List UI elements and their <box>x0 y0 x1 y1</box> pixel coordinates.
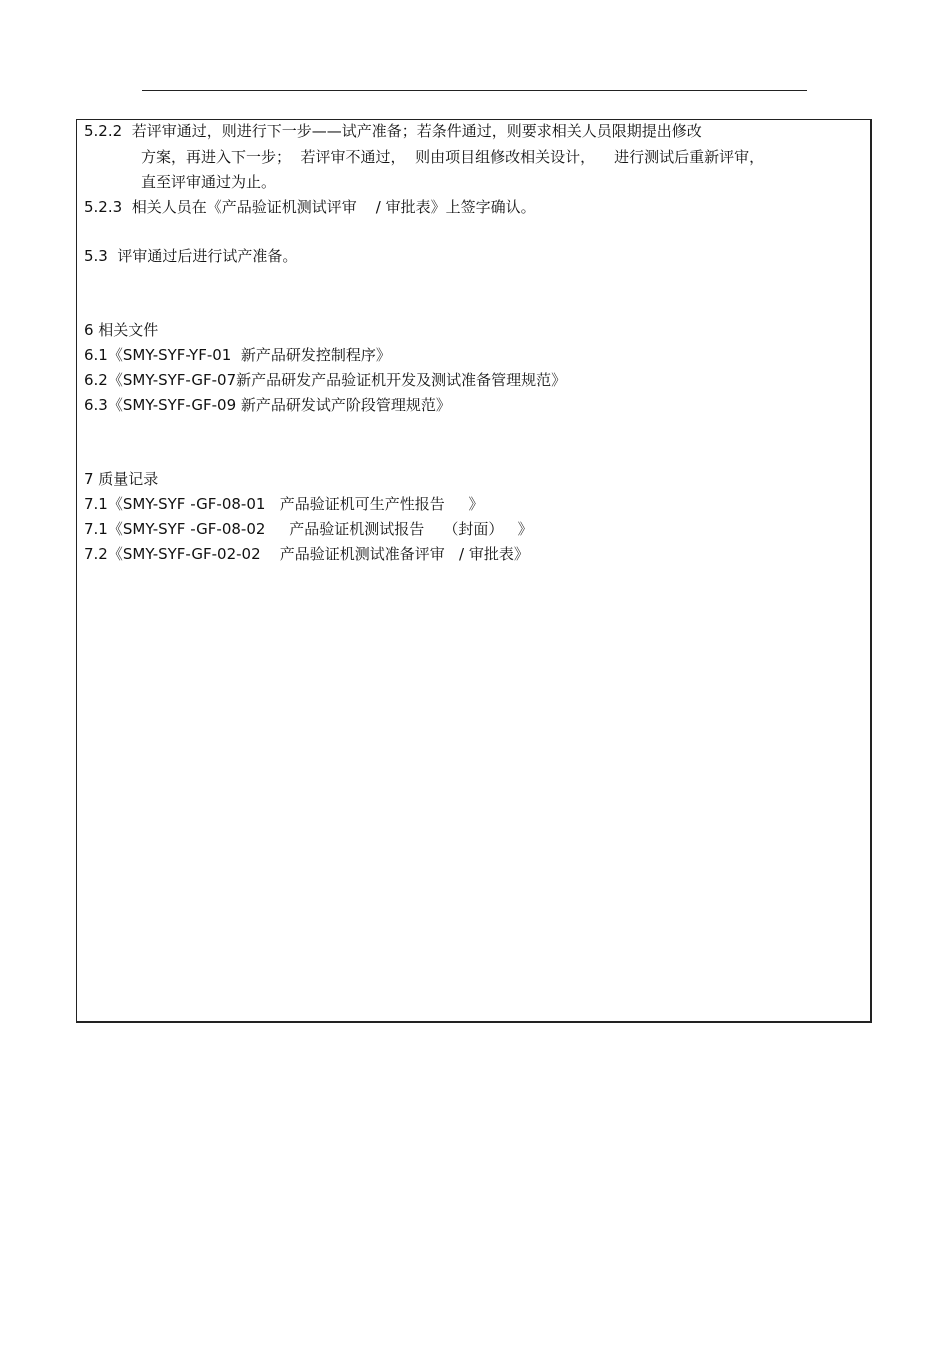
section-7-item: 7.2《SMY-SYF-GF-02-02 产品验证机测试准备评审 / 审批表》 <box>84 545 529 563</box>
clause-5-3: 5.3 评审通过后进行试产准备。 <box>84 247 298 265</box>
section-6-heading: 6 相关文件 <box>84 321 159 339</box>
clause-5-2-2-line-3: 直至评审通过为止。 <box>141 173 277 191</box>
section-6-item: 6.3《SMY-SYF-GF-09 新产品研发试产阶段管理规范》 <box>84 396 451 414</box>
section-7-item: 7.1《SMY-SYF -GF-08-01 产品验证机可生产性报告 》 <box>84 495 484 513</box>
clause-5-2-2-line-1: 5.2.2 若评审通过，则进行下一步——试产准备；若条件通过，则要求相关人员限期提出修改 <box>84 122 702 140</box>
section-7-heading: 7 质量记录 <box>84 470 159 488</box>
header-rule <box>142 90 807 91</box>
clause-5-2-3: 5.2.3 相关人员在《产品验证机测试评审 / 审批表》上签字确认。 <box>84 198 536 216</box>
section-6-item: 6.2《SMY-SYF-GF-07新产品研发产品验证机开发及测试准备管理规范》 <box>84 371 567 389</box>
section-6-item: 6.1《SMY-SYF-YF-01 新产品研发控制程序》 <box>84 346 391 364</box>
section-7-item: 7.1《SMY-SYF -GF-08-02 产品验证机测试报告 （封面） 》 <box>84 520 533 538</box>
clause-5-2-2-line-2: 方案，再进入下一步； 若评审不通过， 则由项目组修改相关设计， 进行测试后重新评审， <box>141 148 765 166</box>
